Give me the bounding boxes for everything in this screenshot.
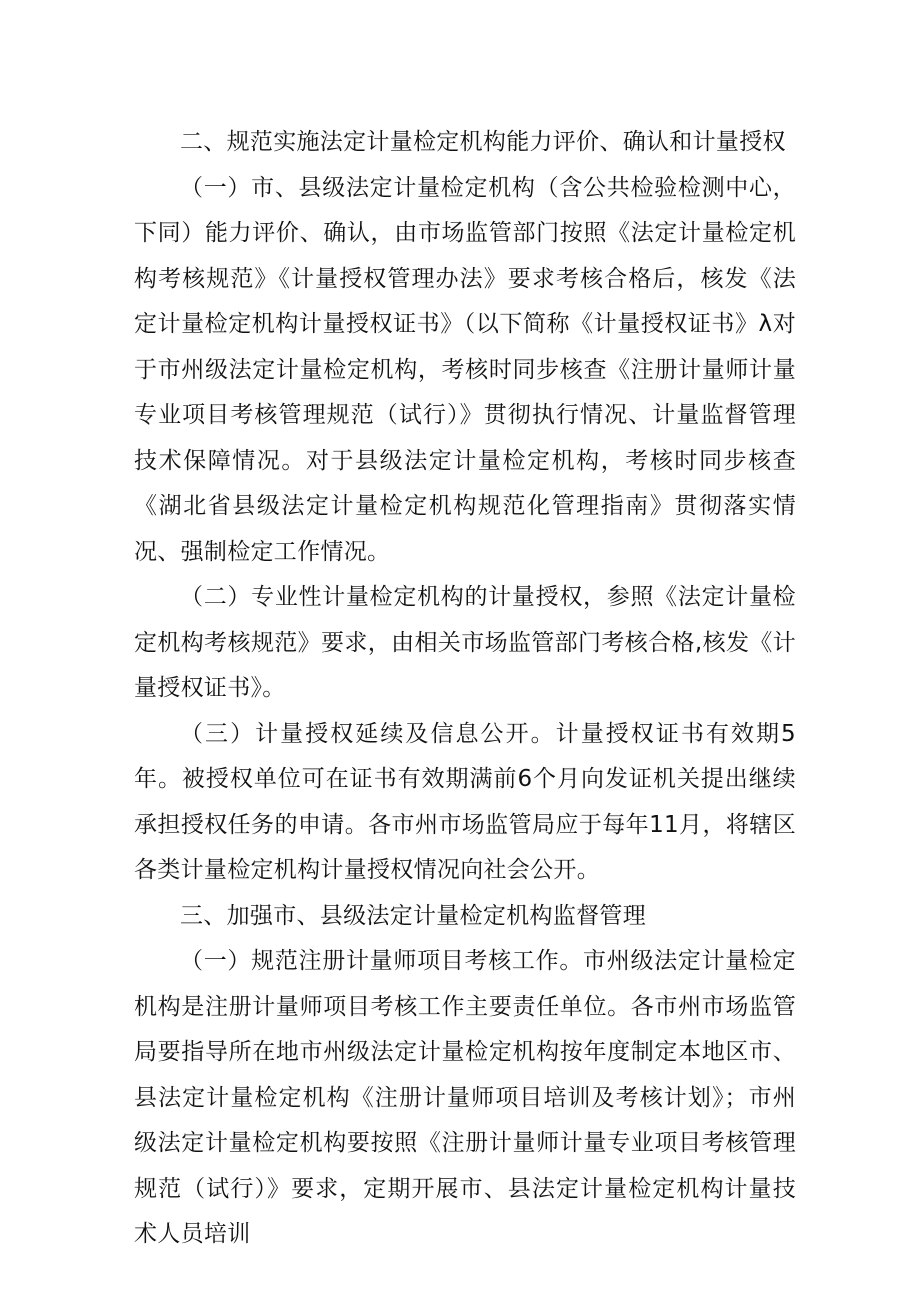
paragraph-2-2: （二）专业性计量检定机构的计量授权，参照《法定计量检定机构考核规范》要求，由相关市场监管部门考核合格,核发《计量授权证书》。 — [134, 584, 796, 701]
paragraph-2-1: （一）市、县级法定计量检定机构（含公共检验检测中心，下同）能力评价、确认，由市场监管部门按照《法定计量检定机构考核规范》《计量授权管理办法》要求考核合格后，核发《法定计量检定机构计量授权证书》（以下简称《计量授权证书》λ对于市州级法定计量检定机构，考核时同步核查《注册计量师计量专业项目考核管理规范（试行）》贯彻执行情况、计量监督管理技术保障情况。对于县级法定计量检定机构，考核时同步核查《湖北省县级法定计量检定机构规范化管理指南》贯彻落实情况、强制检定工作情况。 — [134, 174, 796, 565]
section-heading-3: 三、加强市、县级法定计量检定机构监督管理 — [180, 902, 646, 929]
paragraph-2-3: （三）计量授权延续及信息公开。计量授权证书有效期5年。被授权单位可在证书有效期满前6个月向发证机关提出继续承担授权任务的申请。各市州市场监管局应于每年11月，将辖区各类计量检定机构计量授权情况向社会公开。 — [134, 720, 796, 883]
paragraph-3-1: （一）规范注册计量师项目考核工作。市州级法定计量检定机构是注册计量师项目考核工作主要责任单位。各市州市场监管局要指导所在地市州级法定计量检定机构按年度制定本地区市、县法定计量检定机构《注册计量师项目培训及考核计划》；市州级法定计量检定机构要按照《注册计量师计量专业项目考核管理规范（试行）》要求，定期开展市、县法定计量检定机构计量技术人员培训 — [134, 948, 796, 1247]
section-heading-2: 二、规范实施法定计量检定机构能力评价、确认和计量授权 — [180, 129, 786, 155]
document-body — [134, 120, 796, 1258]
